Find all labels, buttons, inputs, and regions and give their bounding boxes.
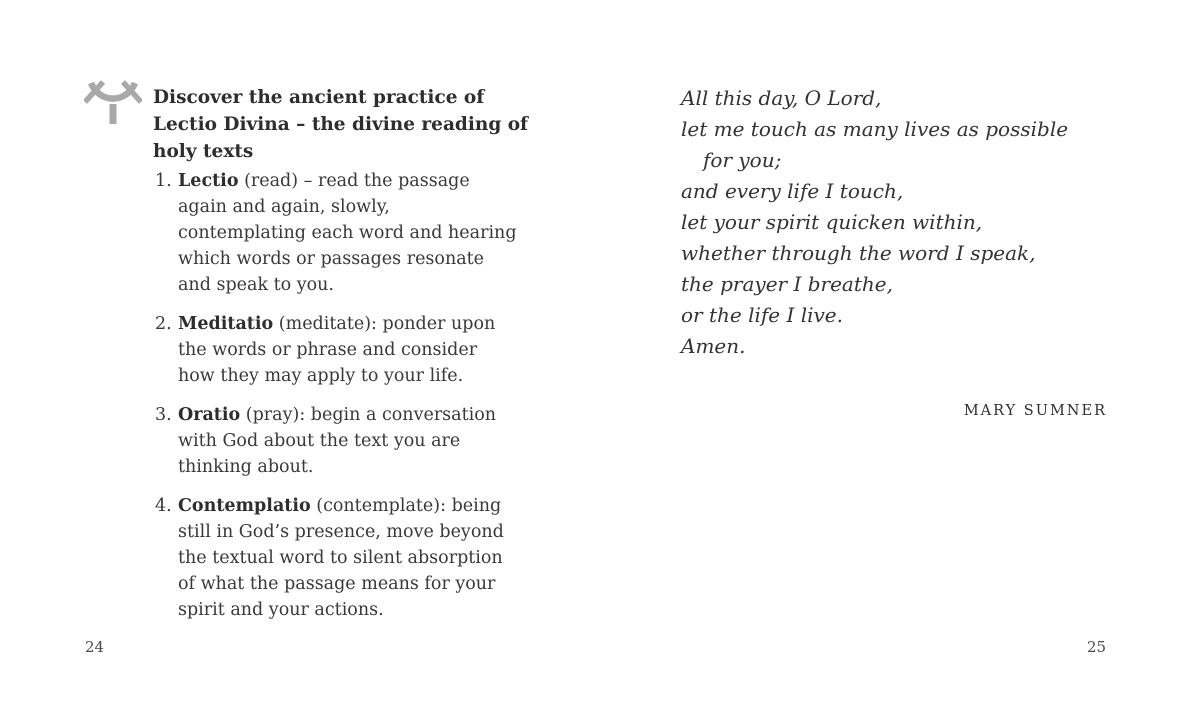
list-item — [155, 493, 518, 623]
list-item-term: Oratio — [178, 405, 241, 425]
prayer-line: and every life I touch, — [681, 179, 904, 203]
page-number-right: 25 — [1087, 638, 1107, 656]
list-item-text: Lectio (read) – read the passage again and again, slowly, contemplating each word and hearing which words or passages resonate and speak to you. — [178, 171, 517, 295]
list-item — [155, 402, 518, 480]
list-item-text: Contemplatio (contemplate): being still in God’s presence, move beyond the textual word to silent absorption of what the passage means for your spirit and your actions. — [178, 496, 504, 620]
list-item-term: Lectio — [178, 171, 239, 191]
heading-line: holy texts — [153, 141, 254, 162]
lectio-divina-steps-list — [155, 168, 518, 636]
prayer-line: let me touch as many lives as possible — [681, 117, 1069, 141]
list-item-text: Meditatio (meditate): ponder upon the words or phrase and consider how they may apply to your life. — [178, 314, 496, 386]
list-item — [155, 168, 518, 298]
prayer-attribution: MARY SUMNER — [963, 403, 1107, 419]
list-item-term: Contemplatio — [178, 496, 311, 516]
list-item-text: Oratio (pray): begin a conversation with God about the text you are thinking about. — [178, 405, 497, 477]
list-item-number: 1. — [155, 171, 172, 191]
prayer-line: or the life I live. — [681, 303, 844, 327]
heading-line: Lectio Divina – the divine reading of — [153, 114, 529, 135]
prayer-line: Amen. — [681, 334, 746, 358]
prayer-line: whether through the word I speak, — [681, 241, 1036, 265]
list-item — [155, 311, 518, 389]
page-number-left: 24 — [85, 638, 105, 656]
heading-line: Discover the ancient practice of — [153, 87, 485, 108]
prayer-line: All this day, O Lord, — [681, 86, 882, 110]
mothers-union-emblem-icon — [84, 80, 142, 132]
list-item-number: 4. — [155, 496, 172, 516]
section-heading — [153, 84, 528, 165]
prayer-line: the prayer I breathe, — [681, 272, 893, 296]
prayer-line: let your spirit quicken within, — [681, 210, 983, 234]
list-item-term: Meditatio — [178, 314, 274, 334]
list-item-number: 2. — [155, 314, 172, 334]
list-item-number: 3. — [155, 405, 172, 425]
prayer-line: for you; — [703, 148, 782, 172]
prayer-text — [681, 83, 1068, 362]
